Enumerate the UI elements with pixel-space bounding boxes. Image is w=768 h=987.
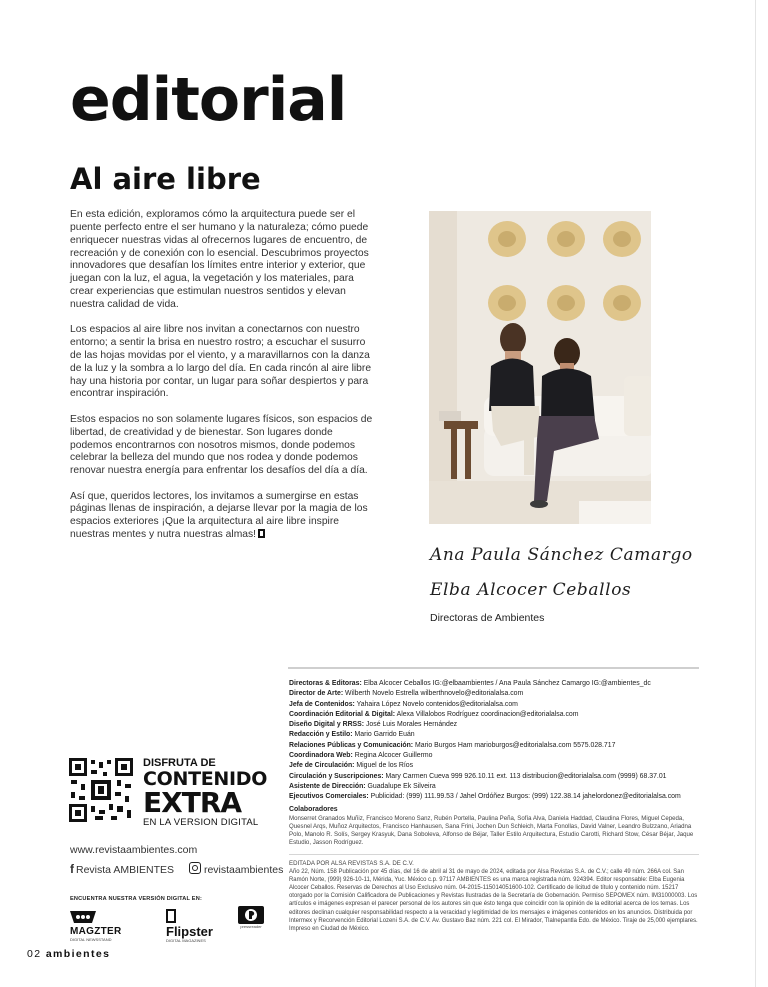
flipster-name: Flipster <box>166 924 213 939</box>
masthead-row <box>289 679 709 689</box>
masthead-value: Miguel de los Ríos <box>356 762 414 770</box>
promo-line-3: EXTRA <box>143 786 242 819</box>
signature-elba: Elba Alcocer Ceballos <box>430 580 632 600</box>
masthead <box>289 679 709 933</box>
masthead-role: Diseño Digital y RRSS: <box>289 721 365 729</box>
masthead-role: Jefe de Circulación: <box>289 762 355 770</box>
instagram-icon <box>189 862 201 874</box>
paragraph-4 <box>70 491 375 542</box>
magzter-tagline: DIGITAL NEWSSTAND <box>70 937 112 943</box>
masthead-row <box>289 782 709 792</box>
flipster-logo[interactable] <box>166 907 213 943</box>
magzter-name: MAGZTER <box>70 926 122 938</box>
masthead-value: Guadalupe Ek Silveira <box>367 782 436 790</box>
masthead-value: Regina Alcocer Guillermo <box>354 752 433 760</box>
masthead-role: Coordinación Editorial & Digital: <box>289 710 396 718</box>
instagram-label: revistaambientes <box>203 864 284 876</box>
masthead-row <box>289 700 709 710</box>
digital-version-label: ENCUENTRA NUESTRA VERSIÓN DIGITAL EN: <box>70 896 203 902</box>
masthead-role: Jefa de Contenidos: <box>289 700 355 708</box>
masthead-row <box>289 689 709 699</box>
editorial-body <box>70 209 375 554</box>
masthead-role: Relaciones Públicas y Comunicación: <box>289 741 414 749</box>
instagram-link[interactable] <box>189 862 283 876</box>
masthead-value: Alexa Villalobos Rodríguez coordinacion@editorialalsa.com <box>396 710 579 718</box>
legal-divider <box>289 854 699 855</box>
paragraph-1: En esta edición, exploramos cómo la arquitectura puede ser el puente perfecto entre el ser humano y la naturaleza; cómo puede enriquecer nuestras vidas al ofrecernos lugares de encuentro, de recreación y de conexión con lo esencial. Descubrimos proyectos innovadores que desafían los límites entre interior y exterior, que juegan con la luz, el agua, la vegetación y los materiales, para crear experiencias que estimulan nuestros sentidos y elevan nuestra calidad de vida. <box>70 209 369 310</box>
masthead-row <box>289 720 709 730</box>
masthead-value: Yahaira López Novelo contenidos@editorialalsa.com <box>356 700 518 708</box>
pressreader-logo[interactable] <box>238 906 264 929</box>
masthead-value: Elba Alcocer Ceballos IG:@elbaambientes / Ana Paula Sánchez Camargo IG:@ambientes_dc <box>363 680 651 687</box>
masthead-role: Ejecutivos Comerciales: <box>289 793 369 801</box>
flipster-icon <box>166 909 176 923</box>
facebook-label: Revista AMBIENTES <box>76 864 175 876</box>
directors-caption: Directoras de Ambientes <box>430 612 545 624</box>
page-footer <box>27 948 110 960</box>
legal-title: EDITADA POR ALSA REVISTAS S.A. DE C.V. <box>289 859 414 867</box>
masthead-row <box>289 730 709 740</box>
magzter-logo[interactable] <box>70 908 122 944</box>
masthead-value: Mario Burgos Ham marioburgos@editorialalsa.com 5575.028.717 <box>415 741 616 749</box>
directors-photo <box>429 211 651 524</box>
page-edge-line <box>755 0 756 987</box>
masthead-value: Wilberth Novelo Estrella wilberthnovelo@editorialalsa.com <box>345 690 524 698</box>
paragraph-3: Estos espacios no son solamente lugares físicos, son espacios de libertad, de creatividad y de bienestar. Son lugares donde podemos encontrarnos con nosotros mismos, donde podemos celebrar la belleza del mundo que nos rodea y donde podemos renovar nuestra energía para enfrentar los desafíos del día a día. <box>70 413 373 477</box>
masthead-row <box>289 741 709 751</box>
masthead-row <box>289 761 709 771</box>
masthead-row <box>289 792 709 802</box>
masthead-role: Coordinadora Web: <box>289 752 353 760</box>
promo-line-4: EN LA VERSION DIGITAL <box>143 817 259 828</box>
masthead-value: Mary Carmen Cueva 999 926.10.11 ext. 113 distribucion@editorialalsa.com (9999) 68.37.01 <box>385 772 667 780</box>
masthead-role: Asistente de Dirección: <box>289 782 366 790</box>
masthead-row <box>289 751 709 761</box>
flipster-tagline: DIGITAL MAGAZINES <box>166 938 206 943</box>
footer-brand: ambientes <box>45 948 111 960</box>
magzter-icon <box>70 909 96 925</box>
signature-ana-paula: Ana Paula Sánchez Camargo <box>430 545 693 565</box>
collaborators-list: Monserret Granados Muñiz, Francisco Moreno Sanz, Rubén Portella, Paulina Peña, Sofía Alva, Daniela Haddad, Claudina Flores, Miguel Cepeda, Quesnel Arqs, Muñoz Arquitectos, Francisco Hanhausen, Sana Frini, Jochen Dun Schleich, Marta Fonollas, David Valner, Leandro Bulzzano, Ariadna Polo, Manolo R. Solís, Sergey Krasyuk, Dana Sobolevа, Alfonso de Béjar, Taller Estilo Arquitectura, Estudio Carotti, Richard Stow, César Béjar, Jaque Estudio, Jasson Rodríguez. <box>289 814 694 847</box>
masthead-divider <box>288 667 699 669</box>
masthead-row <box>289 710 709 720</box>
legal-text: Año 22, Núm. 158 Publicación por 45 días, del 16 de abril al 31 de mayo de 2024, editada por Alsa Revistas S.A. de C.V.; calle 49 núm. 266A col. San Ramón Norte, (999) 926-10-11, Mérida, Yuc. México c.p. 97117 AMBIENTES es una marca registrada núm. 924394. Editor responsable: Elba Eugenia Alcocer Ceballos. Reservas de Derechos al Uso Exclusivo núm. 04-2015-115014051600-102. Certificado de licitud de título y contenido núm. 15217 otorgado por la Comisión Calificadora de Publicaciones y Revistas Ilustradas de la Secretaría de Gobernación. Permiso SEPOMEX núm. IM31000003. Los artículos e imágenes expresan el parecer personal de los autores sin que ésto tenga que coincidir con la opinión de la editorial acerca de los temas. Los editores declinan cualquier responsabilidad respecto a la veracidad y legitimidad de los mensajes e imágenes contenidos en los anuncios. Distribuida por Intermex y Recorvención Editorial Lozeni S.A. de C.V. Av. Gustavo Baz núm. 221 col. El Mirador, Tlalnepantla Edo. de México. Tiraje de 25,000 ejemplares. Impreso en Ciudad de México. <box>289 868 698 933</box>
end-mark-icon <box>258 529 265 538</box>
masthead-role: Redacción y Estilo: <box>289 731 353 739</box>
section-title: editorial <box>70 65 347 135</box>
promo-line-1: DISFRUTA DE <box>143 757 216 769</box>
masthead-value: Mario Garrido Euán <box>354 731 415 739</box>
masthead-role: Director de Arte: <box>289 690 344 698</box>
website-link[interactable]: www.revistaambientes.com <box>70 844 198 856</box>
collaborators-title: Colaboradores <box>289 805 338 813</box>
masthead-role: Directoras & Editoras: <box>289 680 362 687</box>
promo-line-2: CONTENIDO <box>143 768 268 790</box>
paragraph-4-text: Así que, queridos lectores, los invitamos a sumergirse en estas páginas llenas de inspiración, a dejarse llevar por la magia de los espacios exteriores ¡Que la arquitectura al aire libre inspire nuestras mentes y nutra nuestras almas! <box>70 490 368 541</box>
page-number: 02 <box>27 948 42 960</box>
digital-promo <box>143 757 273 828</box>
article-headline: Al aire libre <box>70 162 261 196</box>
pressreader-name: pressreader <box>240 924 262 929</box>
pressreader-icon <box>238 906 264 924</box>
masthead-value: José Luis Morales Hernández <box>365 721 458 729</box>
masthead-value: Publicidad: (999) 111.99.53 / Jahel Ordóñez Burgos: (999) 122.38.14 jahelordonez@editorialalsa.com <box>370 793 681 801</box>
masthead-row <box>289 772 709 782</box>
qr-code-icon[interactable] <box>69 758 133 822</box>
facebook-link[interactable] <box>70 862 174 876</box>
social-links <box>70 862 283 876</box>
masthead-role: Circulación y Suscripciones: <box>289 772 384 780</box>
paragraph-2: Los espacios al aire libre nos invitan a conectarnos con nuestro entorno; a sentir la brisa en nuestro rostro; a escuchar el susurro de las hojas movidas por el viento, y a maravillarnos con la danza de la luz y la sombra a lo largo del día. En cada rincón al aire libre hay una historia por contar, un lugar para soñar despiertos y para encontrar inspiración. <box>70 324 372 400</box>
facebook-icon: f <box>70 862 74 876</box>
